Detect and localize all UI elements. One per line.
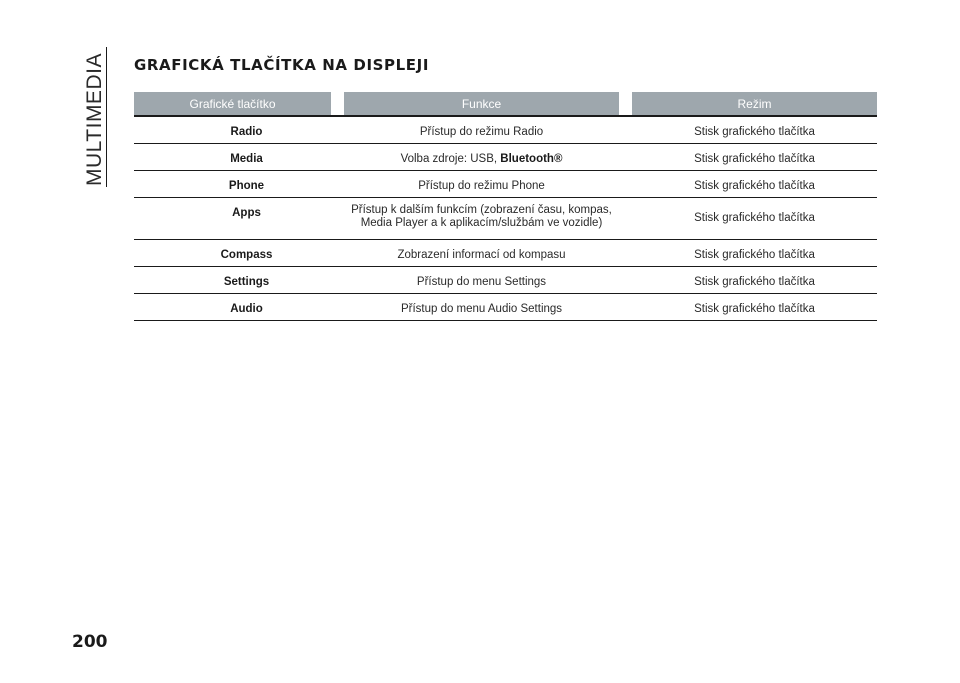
table-row bbox=[134, 144, 877, 171]
cell-button: Audio bbox=[230, 303, 263, 315]
page-number: 200 bbox=[72, 632, 108, 652]
table-row bbox=[134, 267, 877, 294]
cell-button: Phone bbox=[228, 180, 265, 192]
cell-function-text: Volba zdroje: USB, bbox=[400, 153, 501, 165]
cell-function: Přístup do menu Settings bbox=[416, 276, 547, 288]
cell-mode: Stisk grafického tlačítka bbox=[694, 180, 815, 192]
table-row bbox=[134, 294, 877, 321]
cell-mode: Stisk grafického tlačítka bbox=[694, 126, 815, 138]
cell-function: Přístup do režimu Phone bbox=[418, 180, 545, 192]
header-mode: Režim bbox=[632, 92, 877, 115]
cell-button: Media bbox=[230, 153, 263, 165]
buttons-table bbox=[134, 92, 877, 321]
section-side-label: MULTIMEDIA bbox=[83, 53, 106, 186]
cell-function-line2: Media Player a k aplikacím/službám ve vozidle) bbox=[360, 217, 603, 229]
cell-function-line1: Přístup k dalším funkcím (zobrazení času, kompas, bbox=[351, 204, 612, 216]
cell-function: Přístup do režimu Radio bbox=[419, 126, 544, 138]
cell-mode: Stisk grafického tlačítka bbox=[694, 249, 815, 261]
cell-mode: Stisk grafického tlačítka bbox=[694, 212, 815, 224]
table-header bbox=[134, 92, 877, 115]
table-row bbox=[134, 171, 877, 198]
cell-function bbox=[344, 144, 619, 170]
cell-function: Přístup do menu Audio Settings bbox=[400, 303, 563, 315]
table-row bbox=[134, 240, 877, 267]
cell-button: Settings bbox=[223, 276, 270, 288]
cell-button: Radio bbox=[230, 126, 263, 138]
side-divider-line bbox=[106, 47, 107, 187]
cell-function bbox=[344, 198, 619, 239]
cell-function: Zobrazení informací od kompasu bbox=[397, 249, 566, 261]
cell-mode: Stisk grafického tlačítka bbox=[694, 303, 815, 315]
header-function: Funkce bbox=[344, 92, 619, 115]
cell-button: Apps bbox=[232, 207, 261, 219]
cell-mode: Stisk grafického tlačítka bbox=[694, 153, 815, 165]
table-row bbox=[134, 117, 877, 144]
cell-mode: Stisk grafického tlačítka bbox=[694, 276, 815, 288]
cell-function-bold: Bluetooth® bbox=[500, 153, 563, 165]
page-heading: GRAFICKÁ TLAČÍTKA NA DISPLEJI bbox=[134, 56, 430, 74]
table-row bbox=[134, 198, 877, 240]
cell-button: Compass bbox=[220, 249, 273, 261]
header-graphic-button: Grafické tlačítko bbox=[134, 92, 331, 115]
